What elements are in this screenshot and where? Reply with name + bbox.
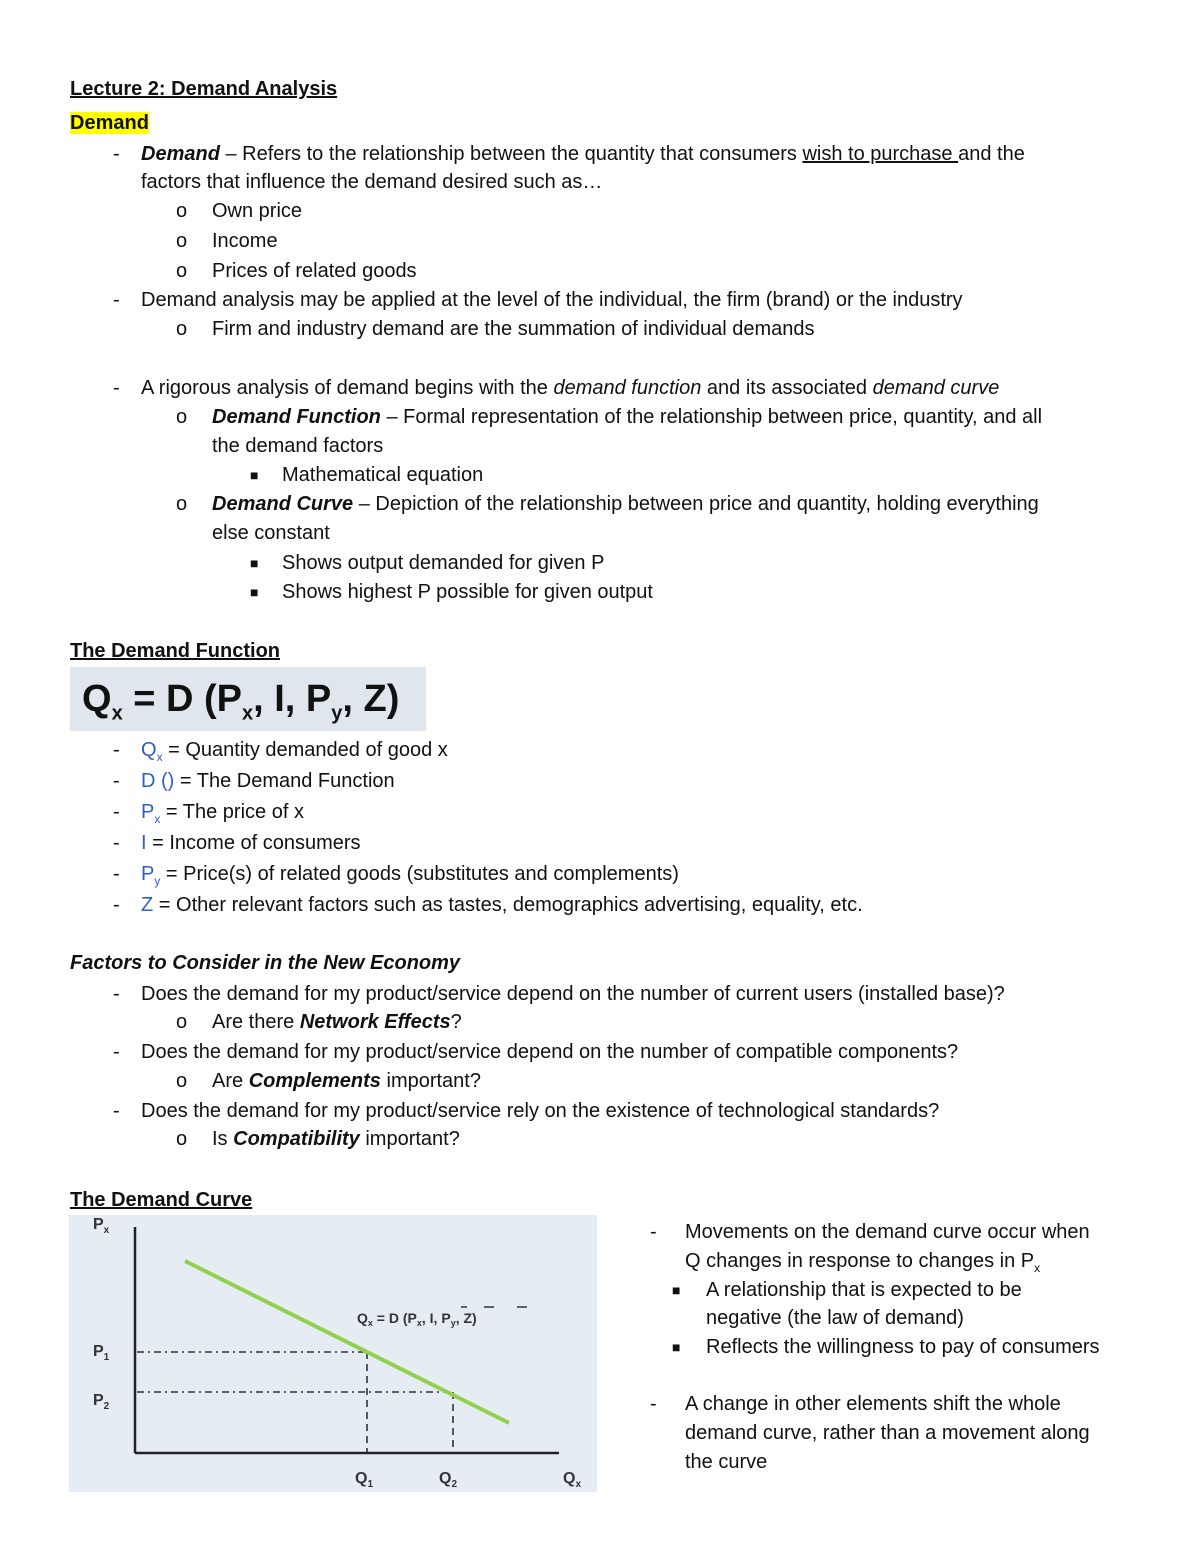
- question-2-sub: [212, 1069, 481, 1093]
- rigorous-d: demand curve: [872, 377, 1000, 399]
- dash-bullet: -: [650, 1221, 657, 1243]
- note-1b-sub: x: [1034, 1261, 1041, 1275]
- formula-eq: = D (P: [122, 678, 242, 720]
- func-term: Demand Function: [212, 406, 381, 428]
- q3-b: Compatibility: [233, 1128, 360, 1150]
- square-bullet: ■: [672, 1282, 681, 1298]
- note-1b: [685, 1249, 1040, 1280]
- square-bullet: ■: [250, 467, 259, 483]
- func-text: – Formal representation of the relationship between price, quantity, and all: [380, 406, 1043, 428]
- def-text: = The price of x: [160, 801, 304, 823]
- circle-bullet: o: [176, 1128, 188, 1150]
- demand-def-underlined: wish to purchase: [802, 143, 959, 165]
- def-sub: y: [154, 874, 161, 888]
- circle-bullet: o: [176, 1070, 188, 1092]
- func-line2: the demand factors: [212, 435, 384, 457]
- circle-bullet: o: [176, 493, 188, 515]
- demand-level-sub: Firm and industry demand are the summation of individual demands: [212, 318, 815, 340]
- note-2b: demand curve, rather than a movement along: [685, 1422, 1090, 1444]
- def-text: = Price(s) of related goods (substitutes and complements): [160, 863, 679, 885]
- def-symbol: D (): [141, 770, 175, 792]
- square-bullet: ■: [250, 584, 259, 600]
- square-bullet: ■: [672, 1339, 681, 1355]
- dash-bullet: -: [113, 863, 120, 885]
- formula-end: , Z): [342, 678, 400, 720]
- def-item: [141, 738, 448, 769]
- def-text: = Quantity demanded of good x: [162, 739, 448, 761]
- dash-bullet: -: [650, 1393, 657, 1415]
- demand-function-heading: The Demand Function: [70, 640, 280, 662]
- dash-bullet: -: [113, 894, 120, 916]
- def-symbol: P: [141, 801, 155, 823]
- circle-bullet: o: [176, 260, 188, 282]
- dash-bullet: -: [113, 739, 120, 761]
- def-sub: x: [154, 812, 161, 826]
- demand-curve-heading: The Demand Curve: [70, 1189, 253, 1211]
- def-item: [141, 893, 863, 917]
- page-title: Lecture 2: Demand Analysis: [70, 78, 338, 100]
- demand-def-line2: factors that influence the demand desired such as…: [141, 171, 603, 193]
- question-3: Does the demand for my product/service rely on the existence of technological standards?: [141, 1100, 940, 1122]
- dash-bullet: -: [113, 832, 120, 854]
- rigorous-c: and its associated: [701, 377, 873, 399]
- demand-def-text2: and the: [958, 143, 1025, 165]
- q1-label: $Q_1$: [355, 1470, 374, 1490]
- def-item: [141, 769, 395, 793]
- rigorous-a: A rigorous analysis of demand begins with the: [141, 377, 554, 399]
- note-1b-text: Q changes in response to changes in P: [685, 1250, 1035, 1272]
- def-text: = Other relevant factors such as tastes, demographics advertising, equality, etc.: [153, 894, 863, 916]
- note-s1b: negative (the law of demand): [706, 1307, 964, 1329]
- q2-c: important?: [380, 1070, 481, 1092]
- curve-sub: Shows highest P possible for given output: [282, 581, 653, 603]
- dash-bullet: -: [113, 377, 120, 399]
- curve-term: Demand Curve: [212, 493, 354, 515]
- question-1: Does the demand for my product/service depend on the number of current users (installed base)?: [141, 983, 1005, 1005]
- curve-text: – Depiction of the relationship between price and quantity, holding everything: [353, 493, 1039, 515]
- demand-definition: [141, 142, 1025, 166]
- dash-bullet: -: [113, 289, 120, 311]
- circle-bullet: o: [176, 406, 188, 428]
- func-sub: Mathematical equation: [282, 464, 484, 486]
- q1-b: Network Effects: [299, 1011, 451, 1033]
- demand-level-text: Demand analysis may be applied at the level of the individual, the firm (brand) or the industry: [141, 289, 963, 311]
- y-axis-label: $P_x$: [93, 1216, 110, 1236]
- dash-bullet: -: [113, 143, 120, 165]
- def-item: [141, 800, 304, 831]
- note-s2: Reflects the willingness to pay of consumers: [706, 1336, 1100, 1358]
- section-heading-demand: [70, 111, 149, 135]
- question-1-sub: [212, 1010, 462, 1034]
- def-symbol: P: [141, 863, 155, 885]
- circle-bullet: o: [176, 230, 188, 252]
- question-2: Does the demand for my product/service depend on the number of compatible components?: [141, 1041, 959, 1063]
- dash-bullet: -: [113, 770, 120, 792]
- q3-c: important?: [359, 1128, 460, 1150]
- q2-label: $Q_2$: [439, 1470, 458, 1490]
- note-s1a: A relationship that is expected to be: [706, 1279, 1022, 1301]
- formula-mid: , I, P: [253, 678, 332, 720]
- def-sub: x: [156, 750, 163, 764]
- def-item: [141, 831, 361, 855]
- demand-curve-svg: [69, 1215, 597, 1492]
- def-symbol: Q: [141, 739, 157, 761]
- note-1a: Movements on the demand curve occur when: [685, 1221, 1090, 1243]
- square-bullet: ■: [250, 555, 259, 571]
- demand-term: Demand: [141, 143, 220, 165]
- dash-bullet: -: [113, 983, 120, 1005]
- formula-q: Q: [82, 678, 112, 720]
- x-axis-label: $Q_x$: [563, 1470, 582, 1490]
- def-item: [141, 862, 679, 893]
- question-3-sub: [212, 1127, 460, 1151]
- curve-line2: else constant: [212, 522, 330, 544]
- note-2a: A change in other elements shift the whole: [685, 1393, 1061, 1415]
- def-text: = Income of consumers: [146, 832, 361, 854]
- demand-def-text: – Refers to the relationship between the quantity that consumers: [219, 143, 803, 165]
- new-economy-heading: Factors to Consider in the New Economy: [70, 952, 461, 974]
- def-text: = The Demand Function: [174, 770, 395, 792]
- factor-item: Own price: [212, 200, 303, 222]
- dash-bullet: -: [113, 801, 120, 823]
- curve-sub: Shows output demanded for given P: [282, 552, 605, 574]
- rigorous-b: demand function: [553, 377, 702, 399]
- factor-item: Income: [212, 230, 278, 252]
- dash-bullet: -: [113, 1100, 120, 1122]
- rigorous-analysis: [141, 376, 999, 400]
- section-heading-demand-text: Demand: [70, 112, 149, 134]
- dash-bullet: -: [113, 1041, 120, 1063]
- q3-a: Is: [212, 1128, 234, 1150]
- curve-equation: $Q_x = D$ ($P_x$, I, $P_y$, Z): [357, 1310, 477, 1328]
- p2-label: $P_2$: [93, 1392, 110, 1412]
- factor-item: Prices of related goods: [212, 260, 417, 282]
- demand-line: [185, 1261, 509, 1423]
- circle-bullet: o: [176, 200, 188, 222]
- def-symbol: Z: [141, 894, 154, 916]
- formula-py-sub: y: [331, 702, 343, 725]
- demand-curve-diagram: [69, 1215, 597, 1492]
- q2-b: Complements: [248, 1070, 381, 1092]
- q1-c: ?: [450, 1011, 462, 1033]
- demand-function-def: [212, 405, 1042, 429]
- demand-function-formula: [70, 667, 426, 731]
- formula-q-sub: x: [111, 702, 123, 725]
- circle-bullet: o: [176, 318, 188, 340]
- circle-bullet: o: [176, 1011, 188, 1033]
- q2-a: Are: [212, 1070, 249, 1092]
- def-symbol: I: [141, 832, 147, 854]
- formula-px-sub: x: [242, 702, 254, 725]
- q1-a: Are there: [212, 1011, 300, 1033]
- note-2c: the curve: [685, 1451, 768, 1473]
- demand-curve-def: [212, 492, 1039, 516]
- p1-label: $P_1$: [93, 1343, 110, 1363]
